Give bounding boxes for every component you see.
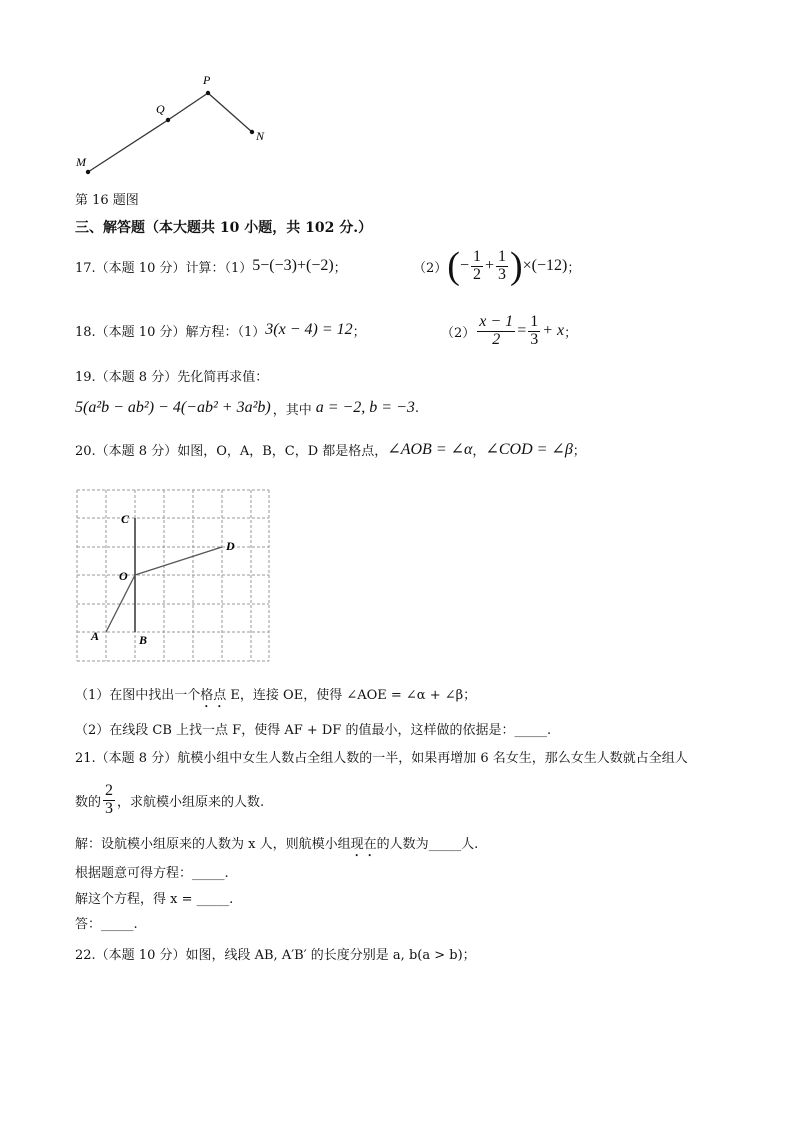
q20-end: ； [572, 443, 586, 459]
question-17-part2: （2） ( − $\frac{1}{2}$ + $\frac{1}{3}$ ) ×(−12) ； [413, 244, 581, 287]
q19-end: . [414, 400, 420, 416]
q20-grid-figure [75, 488, 275, 668]
question-21-solution: 解：设航模小组原来的人数为 x 人，则航模小组现在的人数为_____人. [75, 837, 479, 852]
question-20-part2: （2）在线段 CB 上找一点 F，使得 AF + DF 的值最小，这样做的依据是：_____. [75, 723, 552, 738]
point-m [86, 170, 90, 174]
question-21-answer: 答：_____. [75, 917, 138, 932]
point-q [166, 118, 170, 122]
question-18-part2: （2） $\frac{x - 1}{2}$ = $\frac{1}{3}$ + x ； [441, 312, 578, 348]
q21-emphasis-now: 现在 [350, 837, 377, 852]
q18-head: 18.（本题 10 分）解方程：（1） [75, 324, 266, 340]
q19-expr: 5(a²b − ab²) − 4(−ab² + 3a²b) [75, 399, 271, 416]
q17-part2-label: （2） [413, 260, 448, 276]
label-m: M [76, 155, 86, 169]
figure-16 [60, 68, 300, 186]
q20-angle2: ∠COD = ∠β [485, 441, 573, 458]
q17-head: 17.（本题 10 分）计算：（1） [75, 260, 253, 276]
question-19-head: 19.（本题 8 分）先化简再求值： [75, 370, 269, 385]
q17-times: ×(−12) [522, 257, 568, 274]
segment-od [135, 547, 222, 575]
question-19-expression [75, 394, 419, 422]
section-3-title: 三、解答题（本大题共 10 小题，共 102 分.） [75, 220, 373, 236]
q20-angle1: ∠AOB = ∠α [387, 441, 473, 458]
grid-label-d: D [226, 539, 235, 553]
q17-close-paren: ) [510, 244, 523, 287]
q18-expr1: 3(x − 4) = 12 [265, 321, 353, 338]
q18-sep: ； [352, 324, 366, 340]
grid-label-a: A [91, 629, 100, 643]
grid-label-o: O [119, 569, 128, 583]
question-20-head [75, 437, 586, 461]
question-17 [75, 250, 347, 282]
segment-qp [168, 93, 208, 120]
q17-frac2: $\frac{1}{3}$ [498, 247, 506, 283]
label-n: N [256, 129, 265, 143]
q18-tail: + x [542, 322, 565, 339]
question-21-line2: 数的 $\frac{2}{3}$ ，求航模小组原来的人数. [75, 781, 265, 817]
segment-pn [208, 93, 252, 132]
grid-label-b: B [139, 633, 148, 647]
question-18 [75, 314, 366, 346]
segment-mq [88, 120, 168, 172]
question-20-part1: （1）在图中找出一个格点 E，连接 OE，使得 ∠AOE = ∠α + ∠β； [75, 688, 477, 703]
q18-frac-b: $\frac{1}{3}$ [530, 312, 539, 348]
segment-oa [106, 575, 135, 632]
question-21-solve: 解这个方程，得 x = _____. [75, 892, 234, 907]
q17-frac1: $\frac{1}{2}$ [472, 247, 481, 283]
q18-frac-a: $\frac{x - 1}{2}$ [479, 312, 514, 348]
label-p: P [203, 73, 211, 87]
q17-end: ； [567, 260, 581, 276]
question-21-equation: 根据题意可得方程：_____. [75, 866, 229, 881]
q17-sep: ； [333, 260, 347, 276]
q20-emphasis-grid-point: 格点 [200, 688, 227, 703]
q19-mid: ，其中 [272, 402, 312, 418]
q18-end: ； [564, 325, 578, 341]
question-21-line1: 21.（本题 8 分）航模小组中女生人数占全组人数的一半，如果再增加 6 名女生，那么女生人数就占全组人 [75, 751, 688, 766]
point-n [250, 130, 254, 134]
label-q: Q [156, 102, 165, 116]
q20-head: 20.（本题 8 分）如图，O，A，B，C，D 都是格点， [75, 443, 388, 459]
figure-16-caption: 第 16 题图 [75, 193, 139, 208]
q18-part2-label: （2） [441, 325, 476, 341]
question-22: 22.（本题 10 分）如图，线段 AB, A′B′ 的长度分别是 a, b(a > b)； [75, 948, 476, 963]
grid-label-c: C [121, 512, 130, 526]
q21-frac: $\frac{2}{3}$ [105, 781, 114, 817]
q19-cond: a = −2, b = −3 [315, 399, 415, 416]
q17-expr1: 5−(−3)+(−2) [252, 257, 334, 274]
q20-comma: ， [472, 443, 486, 459]
q17-open-paren: ( [447, 244, 460, 287]
point-p [206, 91, 210, 95]
